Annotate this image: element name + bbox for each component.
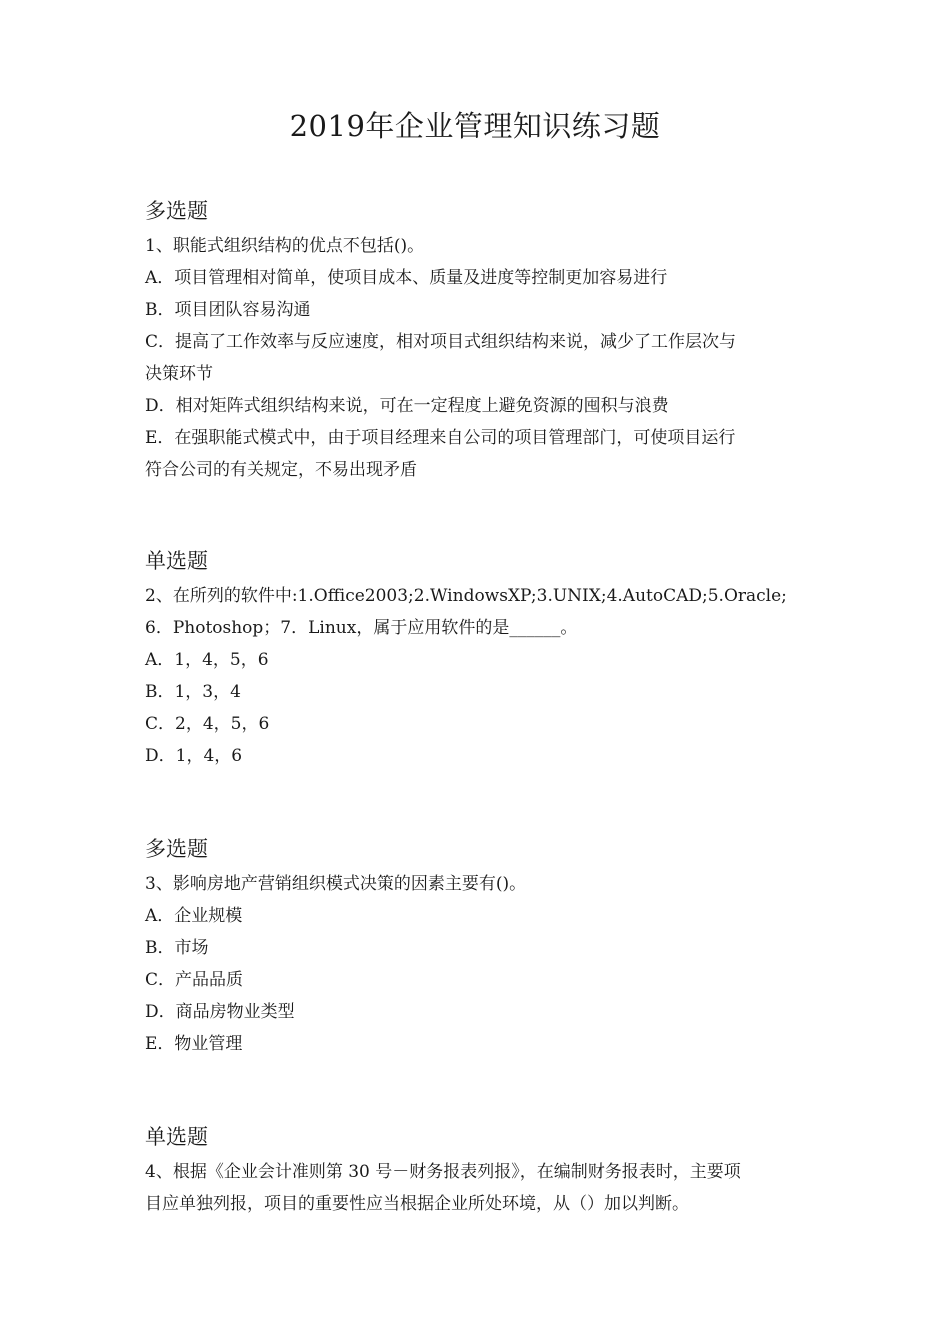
option-line: A．1，4，5，6 bbox=[145, 650, 269, 670]
option-line: A．项目管理相对简单，使项目成本、质量及进度等控制更加容易进行 bbox=[145, 268, 668, 288]
option-line: B．项目团队容易沟通 bbox=[145, 300, 311, 320]
question-stem: 2、在所列的软件中:1.Office2003;2.WindowsXP;3.UNIX;4.AutoCAD;5.Oracle; bbox=[145, 586, 787, 606]
option-line: C．提高了工作效率与反应速度，相对项目式组织结构来说，减少了工作层次与 bbox=[145, 332, 737, 352]
question-type-label: 单选题 bbox=[145, 549, 208, 573]
option-line: B．市场 bbox=[145, 938, 209, 958]
question-block bbox=[145, 196, 815, 486]
option-line: 决策环节 bbox=[145, 364, 213, 384]
option-line: D．商品房物业类型 bbox=[145, 1002, 295, 1022]
question-type-label: 多选题 bbox=[145, 199, 208, 223]
question-stem: 6．Photoshop；7．Linux，属于应用软件的是______。 bbox=[145, 618, 578, 638]
question-block bbox=[145, 1122, 815, 1220]
option-line: D．1，4，6 bbox=[145, 746, 243, 766]
option-line: E．在强职能式模式中，由于项目经理来自公司的项目管理部门，可使项目运行 bbox=[145, 428, 736, 448]
question-block bbox=[145, 834, 815, 1060]
question-stem: 4、根据《企业会计准则第 30 号－财务报表列报》，在编制财务报表时，主要项 bbox=[145, 1162, 741, 1182]
question-stem: 1、职能式组织结构的优点不包括()。 bbox=[145, 236, 425, 256]
option-line: A．企业规模 bbox=[145, 906, 243, 926]
question-block bbox=[145, 546, 815, 772]
option-line: 符合公司的有关规定，不易出现矛盾 bbox=[145, 460, 417, 480]
option-line: C．2，4，5，6 bbox=[145, 714, 270, 734]
question-type-label: 多选题 bbox=[145, 837, 208, 861]
option-line: B．1，3，4 bbox=[145, 682, 241, 702]
page-title: 2019年企业管理知识练习题 bbox=[289, 109, 661, 143]
option-line: D．相对矩阵式组织结构来说，可在一定程度上避免资源的囤积与浪费 bbox=[145, 396, 669, 416]
question-stem: 3、影响房地产营销组织模式决策的因素主要有()。 bbox=[145, 874, 527, 894]
question-stem: 目应单独列报，项目的重要性应当根据企业所处环境，从（）加以判断。 bbox=[145, 1194, 689, 1214]
option-line: C．产品品质 bbox=[145, 970, 244, 990]
option-line: E．物业管理 bbox=[145, 1034, 243, 1054]
question-type-label: 单选题 bbox=[145, 1125, 208, 1149]
